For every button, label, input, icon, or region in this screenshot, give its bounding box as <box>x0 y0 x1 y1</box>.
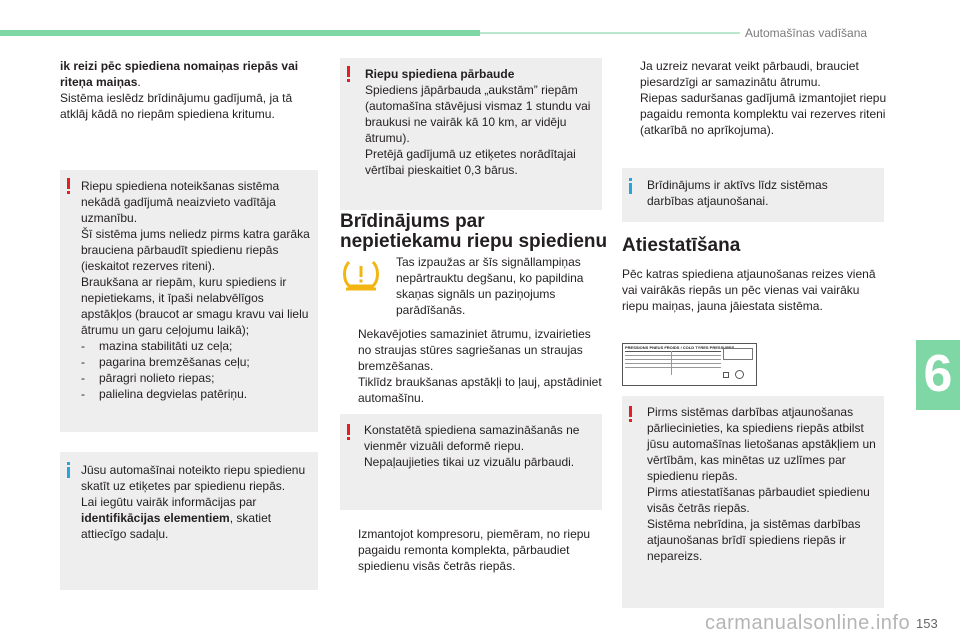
warning-icon <box>66 178 71 194</box>
warning-icon <box>628 406 633 422</box>
tyre-pressure-label-image: PRESSIONS PNEUS FROIDS / COLD TYRES PRESSURES <box>622 343 757 386</box>
info-icon <box>66 462 71 478</box>
warning-box-visual: Konstatētā spiediena samazināšanās ne vienmēr vizuāli deformē riepu. Nepaļaujieties tikai uz vizuālu pārbaudi. <box>340 414 602 510</box>
dash-item: - pāragri nolieto riepas; <box>81 371 215 385</box>
list-item: Tiklīdz braukšanas apstākļi to ļauj, apstādiniet automašīnu. <box>358 375 602 405</box>
list-item: Riepas saduršanas gadījumā izmantojiet riepu pagaidu remonta komplektu vai rezerves riteni (atkarībā no aprīkojuma). <box>640 91 887 137</box>
header-accent-line <box>480 32 740 34</box>
chapter-number: 6 <box>923 345 953 403</box>
section-title: Automašīnas vadīšana <box>745 26 868 40</box>
header-accent-bar <box>0 30 480 36</box>
intro-paragraph: ik reizi pēc spiediena nomaiņas riepās vai riteņa maiņas. Sistēma ieslēdz brīdinājumu gadījumā, ja tā atklāj kādā no riepām spiediena kritumu. <box>60 59 299 121</box>
page-number: 153 <box>916 616 938 631</box>
warning-icon <box>346 424 351 440</box>
warn-line: Šī sistēma jums neliedz pirms katra garāka brauciena pārbaudīt spiedienu riepās (ieskaitot rezerves riteni). <box>81 227 310 273</box>
info-box-pressure: Jūsu automašīnai noteikto riepu spiedienu skatīt uz etiķetes par spiedienu riepās. Lai iegūtu vairāk informācijas par identifikācijas elementiem, skatiet attiecīgo sadaļu. <box>60 452 318 590</box>
intro-text: Sistēma ieslēdz brīdinājumu gadījumā, ja tā atklāj kādā no riepām spiediena kritumu. <box>60 91 293 121</box>
heading-low-pressure: Brīdinājums par nepietiekamu riepu spiedienu <box>340 211 608 252</box>
reset-paragraph: Pēc katras spiediena atjaunošanas reizes vienā vai vairākās riepās un pēc vienas vai vairāku riepu maiņas, jauna jāiestata sistēma. <box>622 267 876 313</box>
intro-bold: ik reizi pēc spiediena nomaiņas riepās vai riteņa maiņas <box>60 59 299 89</box>
dash-item: - palielina degvielas patēriņu. <box>81 387 248 401</box>
list-item: Izmantojot kompresoru, piemēram, no riepu pagaidu remonta komplekta, pārbaudiet spiedienu visās četrās riepās. <box>358 527 591 573</box>
heading-reset: Atiestatīšana <box>622 235 741 256</box>
warning-box-reset: Pirms sistēmas darbības atjaunošanas pārliecinieties, ka spiediens riepās atbilst jūsu automašīnas lietošanas apstākļiem un vērtībām, kas minētas uz uzlīmes par spiedienu riepās. Pirms atiestatīšanas pārbaudiet spiedienu visās četrās riepās. Sistēma nebrīdina, ja sistēmas darbības atjaunošanas brīdī spiediens riepās ir nepareizs. <box>622 396 884 608</box>
identification-link-text: identifikācijas elementiem <box>81 511 230 525</box>
dash-item: - pagarina bremzēšanas ceļu; <box>81 355 250 369</box>
warning-icon <box>346 66 351 82</box>
lamp-description: Tas izpaužas ar šīs signāllampiņas nepārtrauktu degšanu, ko papildina skaņas signāls un paziņojums parādīšanās. <box>396 255 584 317</box>
warn-line: Riepu spiediena noteikšanas sistēma nekādā gadījumā neaizvieto vadītāja uzmanību. <box>81 179 280 225</box>
dash-item: - mazina stabilitāti uz ceļa; <box>81 339 233 353</box>
list-item: Ja uzreiz nevarat veikt pārbaudi, brauciet piesardzīgi ar samazinātu ātrumu. <box>640 59 859 89</box>
warning-box-system <box>60 170 318 432</box>
warning-box-check: Riepu spiediena pārbaude Spiediens jāpārbauda „aukstām” riepām (automašīna stāvējusi vismaz 1 stundu vai braukusi ne vairāk kā 10 km, ar vidēju ātrumu). Pretējā gadījumā uz etiķetes norādītajai vērtībai pieskaitiet 0,3 bārus. <box>340 58 602 210</box>
info-icon <box>628 178 633 194</box>
bullet-list-last <box>340 526 605 574</box>
tyre-pressure-lamp-icon <box>342 258 380 292</box>
check-title: Riepu spiediena pārbaude <box>365 67 515 81</box>
bullet-list <box>340 326 605 406</box>
info-box-active: Brīdinājums ir aktīvs līdz sistēmas darbības atjaunošanai. <box>622 168 884 222</box>
warn-line: Braukšana ar riepām, kuru spiediens ir nepietiekams, it īpaši nelabvēlīgos apstākļos (braucot ar smagu kravu vai lielu ātrumu un garu ceļojumu laikā); <box>81 275 309 337</box>
watermark: carmanualsonline.info <box>705 612 911 634</box>
list-item: Nekavējoties samaziniet ātrumu, izvairieties no straujas stūres sagriešanas un straujas bremzēšanas. <box>358 327 591 373</box>
bullet-list-col3 <box>622 58 887 138</box>
